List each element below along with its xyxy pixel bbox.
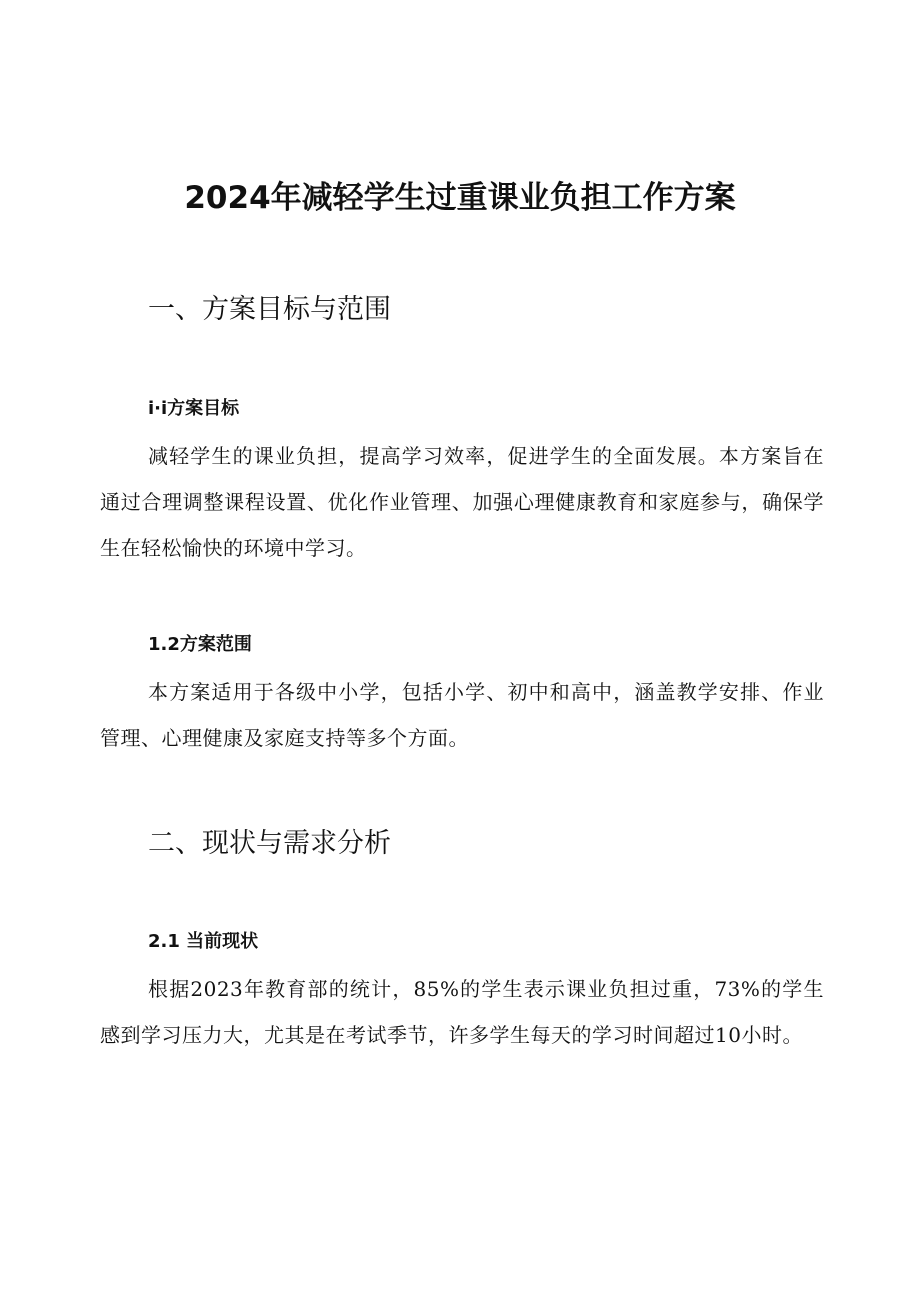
document-title: 2024年减轻学生过重课业负担工作方案	[184, 180, 736, 216]
section-heading-1: 一、方案目标与范围	[148, 294, 391, 325]
subsection-heading-1-1: i·i方案目标	[148, 398, 240, 419]
section-heading-2: 二、现状与需求分析	[148, 828, 391, 859]
paragraph-1-1: 减轻学生的课业负担，提高学习效率，促进学生的全面发展。本方案旨在通过合理调整课程设置、优化作业管理、加强心理健康教育和家庭参与，确保学生在轻松愉快的环境中学习。	[100, 444, 824, 560]
paragraph-2-1: 根据2023年教育部的统计，85%的学生表示课业负担过重，73%的学生感到学习压力大，尤其是在考试季节，许多学生每天的学习时间超过10小时。	[100, 977, 824, 1047]
paragraph-1-2: 本方案适用于各级中小学，包括小学、初中和高中，涵盖教学安排、作业管理、心理健康及家庭支持等多个方面。	[100, 680, 824, 750]
subsection-heading-1-2: 1.2方案范围	[148, 634, 252, 655]
subsection-heading-2-1: 2.1 当前现状	[148, 931, 259, 952]
